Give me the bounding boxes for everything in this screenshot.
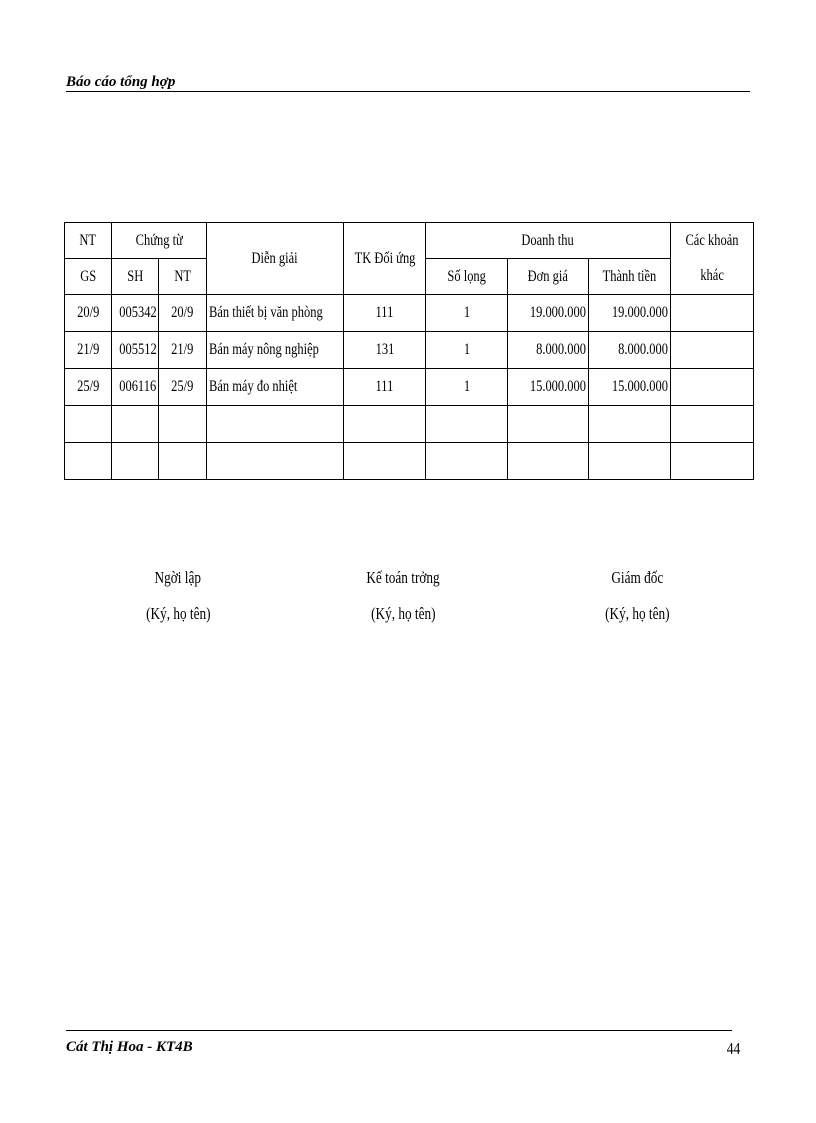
header-nt-gs-bottom: GS	[65, 259, 112, 295]
cell-empty	[344, 443, 426, 480]
cell-empty	[671, 443, 754, 480]
cell-empty	[112, 406, 159, 443]
cell-nt-gs: 21/9	[65, 332, 112, 369]
header-nt: NT	[159, 259, 207, 295]
header-sh: SH	[112, 259, 159, 295]
cell-empty	[65, 443, 112, 480]
cell-thanh-tien: 19.000.000	[589, 295, 671, 332]
cell-don-gia: 15.000.000	[508, 369, 589, 406]
header-divider	[66, 91, 750, 92]
signature-note: (Ký, họ tên)	[145, 604, 211, 623]
header-dien-giai: Diễn giải	[207, 223, 344, 295]
header-nt-gs-top: NT	[65, 223, 112, 259]
cell-thanh-tien: 8.000.000	[589, 332, 671, 369]
header-chung-tu: Chứng từ	[112, 223, 207, 259]
cell-empty	[112, 443, 159, 480]
header-cac-khoan-bottom: khác	[671, 259, 754, 295]
cell-khac	[671, 369, 754, 406]
cell-don-gia: 8.000.000	[508, 332, 589, 369]
cell-tk: 131	[344, 332, 426, 369]
report-header-title: Báo cáo tổng hợp	[66, 74, 176, 90]
cell-empty	[426, 406, 508, 443]
cell-sh: 005342	[112, 295, 159, 332]
cell-empty	[589, 443, 671, 480]
cell-so-luong: 1	[426, 295, 508, 332]
cell-tk: 111	[344, 369, 426, 406]
table-header-row-1	[65, 223, 754, 259]
cell-empty	[426, 443, 508, 480]
table-row-empty	[65, 443, 754, 480]
signature-chief-accountant	[303, 560, 503, 632]
cell-nt-gs: 25/9	[65, 369, 112, 406]
cell-thanh-tien: 15.000.000	[589, 369, 671, 406]
cell-empty	[344, 406, 426, 443]
signature-role: Giám đốc	[611, 568, 663, 587]
header-thanh-tien: Thành tiền	[589, 259, 671, 295]
cell-empty	[207, 443, 344, 480]
revenue-table	[64, 222, 754, 480]
cell-empty	[508, 406, 589, 443]
signature-note: (Ký, họ tên)	[370, 604, 436, 623]
cell-nt: 20/9	[159, 295, 207, 332]
header-doanh-thu: Doanh thu	[426, 223, 671, 259]
cell-don-gia: 19.000.000	[508, 295, 589, 332]
cell-sh: 006116	[112, 369, 159, 406]
cell-dien-giai: Bán máy nông nghiệp	[207, 332, 344, 369]
cell-nt: 21/9	[159, 332, 207, 369]
footer-author: Cát Thị Hoa - KT4B	[66, 1039, 193, 1055]
footer-divider	[66, 1030, 732, 1031]
cell-empty	[589, 406, 671, 443]
cell-nt: 25/9	[159, 369, 207, 406]
signature-preparer	[78, 560, 278, 632]
cell-empty	[159, 406, 207, 443]
signature-role: Kế toán trởng	[366, 568, 440, 587]
table-row	[65, 295, 754, 332]
cell-khac	[671, 295, 754, 332]
cell-nt-gs: 20/9	[65, 295, 112, 332]
cell-empty	[671, 406, 754, 443]
cell-empty	[207, 406, 344, 443]
cell-so-luong: 1	[426, 332, 508, 369]
cell-dien-giai: Bán máy đo nhiệt	[207, 369, 344, 406]
page-number: 44	[726, 1039, 741, 1058]
cell-dien-giai: Bán thiết bị văn phòng	[207, 295, 344, 332]
cell-empty	[159, 443, 207, 480]
cell-khac	[671, 332, 754, 369]
signature-role: Ngời lập	[154, 568, 202, 587]
table-row	[65, 332, 754, 369]
header-don-gia: Đơn giá	[508, 259, 589, 295]
table-row	[65, 369, 754, 406]
header-cac-khoan-top: Các khoản	[671, 223, 754, 259]
signature-director	[537, 560, 737, 632]
signature-note: (Ký, họ tên)	[604, 604, 670, 623]
cell-empty	[508, 443, 589, 480]
cell-sh: 005512	[112, 332, 159, 369]
header-tk-doi-ung: TK Đối ứng	[344, 223, 426, 295]
header-so-luong: Số lọng	[426, 259, 508, 295]
cell-so-luong: 1	[426, 369, 508, 406]
cell-tk: 111	[344, 295, 426, 332]
table-row-empty	[65, 406, 754, 443]
cell-empty	[65, 406, 112, 443]
